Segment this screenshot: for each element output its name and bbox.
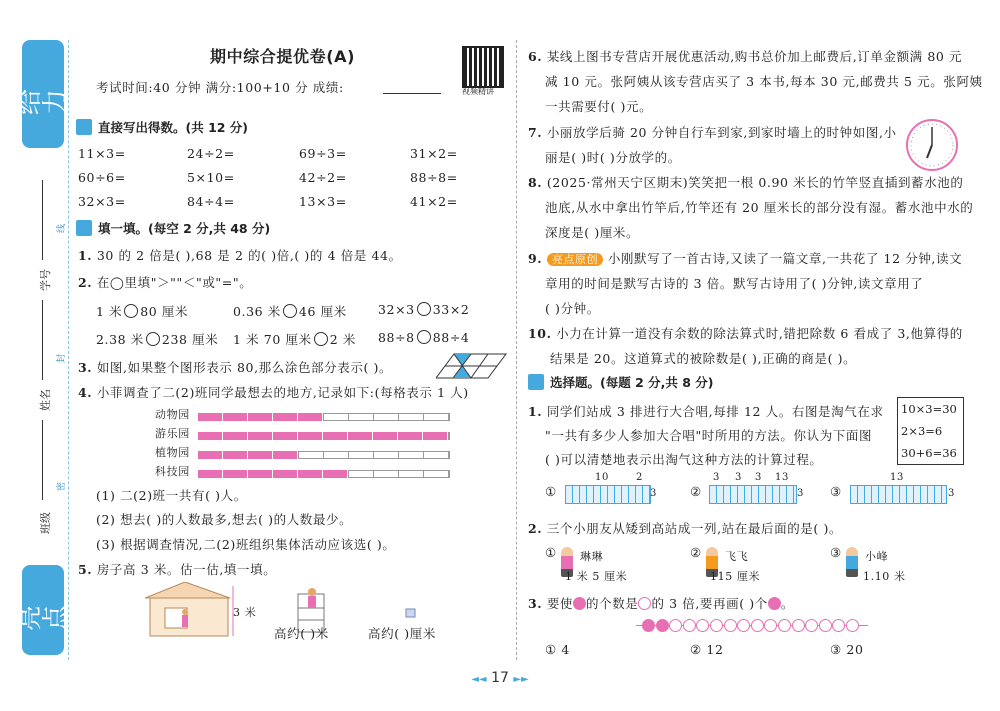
q3-1-opt2[interactable]: ② (690, 484, 702, 499)
hollow-bead-icon (696, 619, 709, 632)
q2-8c: 深度是( )厘米。 (545, 225, 640, 240)
label-xuehao: 学号 (39, 269, 52, 291)
opt-marker: ③ (830, 642, 842, 657)
qr-code-icon[interactable] (462, 46, 504, 88)
q2-6: 6. 某线上图书专营店开展优惠活动,购书总价加上邮费后,订单金额满 80 元 (528, 49, 963, 64)
calc-item: 60÷6= (78, 170, 126, 185)
kid-name: 琳琳 (580, 550, 604, 563)
paint-bucket-icon (405, 606, 417, 618)
kid-height: 1 米 5 厘米 (565, 570, 628, 583)
hollow-bead-icon (819, 619, 832, 632)
child-figure-icon (846, 547, 858, 577)
opt-value: 12 (706, 642, 724, 657)
hollow-bead-icon (751, 619, 764, 632)
calc-item: 42÷2= (299, 170, 347, 185)
method-line: 2×3=6 (901, 424, 943, 438)
method-line: 10×3=30 (901, 402, 957, 416)
hollow-bead-icon (792, 619, 805, 632)
hollow-circle-icon (638, 597, 651, 610)
q2-4-sub3: (3) 根据调查情况,二(2)班组织集体活动应该选( )。 (96, 537, 396, 552)
opt-marker: ① (545, 642, 557, 657)
hollow-bead-icon (778, 619, 791, 632)
calc-item: 13×3= (299, 194, 347, 209)
section-1-marker (76, 119, 92, 135)
label-xingming: 姓名 (39, 389, 52, 411)
q3-3-opt3[interactable] (830, 642, 864, 657)
grid-label: 3 (797, 488, 804, 499)
tab-top-text: 给力 (15, 88, 71, 115)
compare-2 (233, 302, 347, 320)
compare-2-left: 0.36 米 (233, 304, 281, 319)
compare-1-right: 80 厘米 (140, 304, 189, 319)
tab-liangdian (15, 565, 71, 655)
compare-6-left: 88÷8 (378, 330, 415, 345)
bar-label: 游乐园 (155, 427, 190, 440)
q2-9: 9. 亮点原创 小刚默写了一首古诗,又读了一篇文章,一共花了 12 分钟,读文 (528, 251, 963, 266)
next-arrow-icon: ►► (513, 674, 529, 685)
kid-name: 小峰 (865, 550, 889, 563)
q3-2-text: 三个小朋友从矮到高站成一列,站在最后面的是( )。 (546, 521, 843, 536)
calc-item: 31×2= (410, 146, 458, 161)
compare-6 (378, 330, 469, 345)
section-3-title: 选择题。(每题 2 分,共 8 分) (550, 375, 714, 390)
kid-height: 115 厘米 (710, 570, 761, 583)
section-2-title: 填一填。(每空 2 分,共 48 分) (98, 221, 271, 236)
option-grid (850, 485, 947, 504)
compare-1 (96, 302, 188, 320)
wall-clock-icon (905, 118, 959, 172)
grid-label: 3 (713, 472, 720, 483)
compare-5-left: 1 米 70 厘米 (233, 332, 312, 347)
hollow-bead-icon (737, 619, 750, 632)
q3-1b: "一共有多少人参加大合唱"时所用的方法。你认为下面图 (545, 428, 873, 443)
grid-label: 10 (595, 472, 609, 483)
q2-7b: 丽是( )时( )分放学的。 (545, 150, 681, 165)
section-2-marker (76, 220, 92, 236)
column-divider (516, 40, 517, 660)
option-grid (565, 485, 651, 504)
q2-4: 4. 小菲调查了二(2)班同学最想去的地方,记录如下:(每格表示 1 人) (78, 385, 469, 400)
q2-7-text: 小丽放学后骑 20 分钟自行车到家,到家时墙上的时钟如图,小 (546, 125, 897, 140)
house-height-label: 3 米 (233, 606, 257, 619)
q2-3-text: 如图,如果整个图形表示 80,那么涂色部分表示( )。 (96, 360, 393, 375)
q2-2-text: 在◯里填"＞""＜"或"="。 (96, 275, 253, 290)
q3-1-opt1[interactable]: ① (545, 484, 557, 499)
calc-item: 32×3= (78, 194, 126, 209)
compare-circle[interactable] (283, 304, 297, 318)
q3-3-opt2[interactable] (690, 642, 724, 657)
calc-item: 5×10= (187, 170, 235, 185)
grid-label: 13 (890, 472, 904, 483)
compare-4 (96, 330, 218, 348)
filled-bead-icon (642, 619, 655, 632)
method-box (897, 397, 964, 465)
hollow-bead-icon (683, 619, 696, 632)
line-banji (42, 420, 43, 500)
q2-3: 3. 如图,如果整个图形表示 80,那么涂色部分表示( )。 (78, 360, 393, 375)
q2-4-sub1: (1) 二(2)班一共有( )人。 (96, 488, 247, 503)
grid-label: 3 (948, 488, 955, 499)
label-banji: 班级 (39, 512, 52, 534)
compare-4-right: 238 厘米 (161, 332, 219, 347)
q3-1c: ( )可以清楚地表示出淘气这种方法的计算过程。 (545, 452, 823, 467)
q2-8b: 池底,从水中拿出竹竿后,竹竿还有 20 厘米长的部分没有湿。蓄水池中水的 (545, 200, 974, 215)
compare-circle[interactable] (124, 304, 138, 318)
compare-3 (378, 302, 469, 317)
q3-3-opt1[interactable] (545, 642, 570, 657)
filled-bead-icon (656, 619, 669, 632)
q2-8: 8. (2025·常州天宁区期末)笑笑把一根 0.90 米长的竹竿竖直插到蓄水池的 (528, 175, 964, 190)
bar-fill (198, 432, 448, 440)
kid-height: 1.10 米 (863, 570, 906, 583)
q3-1-opt3[interactable]: ③ (830, 484, 842, 499)
side-tag-xian: 线 (57, 223, 68, 234)
calc-item: 69÷3= (299, 146, 347, 161)
q3-3-text-b: 的个数是 (586, 596, 639, 611)
opt-value: 20 (846, 642, 864, 657)
calc-item: 88÷8= (410, 170, 458, 185)
q3-3: 3. 要使 的个数是 的 3 倍,要再画( )个 。 (528, 596, 794, 611)
score-blank (383, 93, 441, 94)
bar-label: 植物园 (155, 446, 190, 459)
opt-value: 4 (561, 642, 570, 657)
side-tag-mi: 密 (57, 481, 68, 492)
page-number-value: 17 (491, 670, 509, 686)
hollow-bead-icon (805, 619, 818, 632)
side-tag-feng: 封 (57, 353, 68, 364)
q3-3-text-a: 要使 (546, 596, 574, 611)
grid-label: 3 (650, 488, 657, 499)
binding-sidebar (0, 0, 78, 711)
q2-10-text: 小力在计算一道没有余数的除法算式时,错把除数 6 看成了 3,他算得的 (556, 326, 963, 341)
bar-label: 动物园 (155, 408, 190, 421)
q2-8-text: (2025·常州天宁区期末)笑笑把一根 0.90 米长的竹竿竖直插到蓄水池的 (546, 175, 964, 190)
qr-caption: 视频精讲 (462, 87, 494, 96)
compare-circle[interactable] (417, 302, 431, 316)
q2-1: 1. 30 的 2 倍是( ),68 是 2 的( )倍,( )的 4 倍是 44。 (78, 248, 402, 263)
q3-1: 1. 同学们站成 3 排进行大合唱,每排 12 人。右图是淘气在求 (528, 404, 884, 419)
compare-6-right: 88÷4 (432, 330, 470, 345)
compare-5 (233, 330, 356, 348)
opt-marker: ② (690, 642, 702, 657)
q3-1-text: 同学们站成 3 排进行大合唱,每排 12 人。右图是淘气在求 (546, 404, 884, 419)
original-badge: 亮点原创 (547, 253, 603, 266)
tab-bottom-text: 亮点 (15, 604, 71, 631)
q2-6-text: 某线上图书专营店开展优惠活动,购书总价加上邮费后,订单金额满 80 元 (546, 49, 963, 64)
hollow-bead-icon (710, 619, 723, 632)
q2-9c: ( )分钟。 (545, 301, 600, 316)
line-xingming (42, 300, 43, 380)
filled-circle-icon (768, 597, 781, 610)
grid-label: 2 (636, 472, 643, 483)
hollow-bead-icon (764, 619, 777, 632)
compare-2-right: 46 厘米 (298, 304, 347, 319)
grid-label: 3 (755, 472, 762, 483)
q2-6b: 减 10 元。张阿姨从该专营店买了 3 本书,每本 30 元,邮费共 5 元。张阿姨 (545, 74, 983, 89)
calc-item: 41×2= (410, 194, 458, 209)
tab-geili (15, 40, 71, 148)
grid-label: 13 (775, 472, 789, 483)
q2-5-ans2: 高约( )厘米 (368, 626, 436, 641)
compare-4-left: 2.38 米 (96, 332, 144, 347)
page-title: 期中综合提优卷(A) (210, 47, 356, 66)
q2-4-sub2: (2) 想去( )的人数最多,想去( )的人数最少。 (96, 512, 353, 527)
compare-3-left: 32×3 (378, 302, 415, 317)
grid-label: 3 (735, 472, 742, 483)
section-2-heading (76, 219, 270, 237)
compare-circle[interactable] (146, 332, 160, 346)
q2-9-text: 小刚默写了一首古诗,又读了一篇文章,一共花了 12 分钟,读文 (607, 251, 963, 266)
q2-2: 2. 在◯里填"＞""＜"或"="。 (78, 275, 253, 290)
q3-2: 2. 三个小朋友从矮到高站成一列,站在最后面的是( )。 (528, 521, 843, 536)
exam-info: 考试时间:40 分钟 满分:100+10 分 成绩: (96, 80, 344, 95)
compare-3-right: 33×2 (432, 302, 470, 317)
q2-6c: 一共需要付( )元。 (545, 99, 653, 114)
filled-circle-icon (573, 597, 586, 610)
kid-option-marker[interactable]: ② (690, 545, 702, 560)
q2-5-ans1: 高约( )米 (274, 626, 329, 641)
q2-5: 5. 房子高 3 米。估一估,填一填。 (78, 562, 277, 577)
hollow-bead-icon (669, 619, 682, 632)
q2-5-text: 房子高 3 米。估一估,填一填。 (96, 562, 277, 577)
kid-option-marker[interactable]: ③ (830, 545, 842, 560)
compare-1-left: 1 米 (96, 304, 123, 319)
kid-name: 飞飞 (725, 550, 749, 563)
q2-7: 7. 小丽放学后骑 20 分钟自行车到家,到家时墙上的时钟如图,小 (528, 125, 897, 140)
prev-arrow-icon: ◄◄ (471, 674, 487, 685)
q2-10b: 结果是 20。这道算式的被除数是( ),正确的商是( )。 (550, 351, 857, 366)
calc-item: 84÷4= (187, 194, 235, 209)
hollow-bead-icon (832, 619, 845, 632)
line-xuehao (42, 180, 43, 260)
binding-line (68, 40, 69, 660)
page-number (470, 670, 530, 686)
method-line: 30+6=36 (901, 446, 957, 460)
q2-10: 10. 小力在计算一道没有余数的除法算式时,错把除数 6 看成了 3,他算得的 (528, 326, 963, 341)
calc-item: 24÷2= (187, 146, 235, 161)
hollow-bead-icon (846, 619, 859, 632)
section-3-marker (528, 374, 544, 390)
parallelogram-figure (436, 352, 508, 380)
q2-1-text: 30 的 2 倍是( ),68 是 2 的( )倍,( )的 4 倍是 44。 (96, 248, 402, 263)
hollow-bead-icon (724, 619, 737, 632)
section-1-heading (76, 118, 248, 136)
calc-item: 11×3= (78, 146, 126, 161)
bar-fill (198, 451, 298, 459)
compare-circle[interactable] (314, 332, 328, 346)
compare-circle[interactable] (417, 330, 431, 344)
option-grid (709, 485, 797, 504)
section-1-title: 直接写出得数。(共 12 分) (98, 120, 249, 135)
bar-label: 科技园 (155, 465, 190, 478)
bar-fill (198, 413, 323, 421)
q2-9b: 章用的时间是默写古诗的 3 倍。默写古诗用了( )分钟,读文章用了 (545, 276, 924, 291)
kid-option-marker[interactable]: ① (545, 545, 557, 560)
q3-3-text-c: 的 3 倍,要再画( )个 (651, 596, 768, 611)
compare-5-right: 2 米 (329, 332, 356, 347)
q2-4-text: 小菲调查了二(2)班同学最想去的地方,记录如下:(每格表示 1 人) (96, 385, 469, 400)
bar-fill (198, 470, 348, 478)
section-3-heading (528, 373, 713, 391)
